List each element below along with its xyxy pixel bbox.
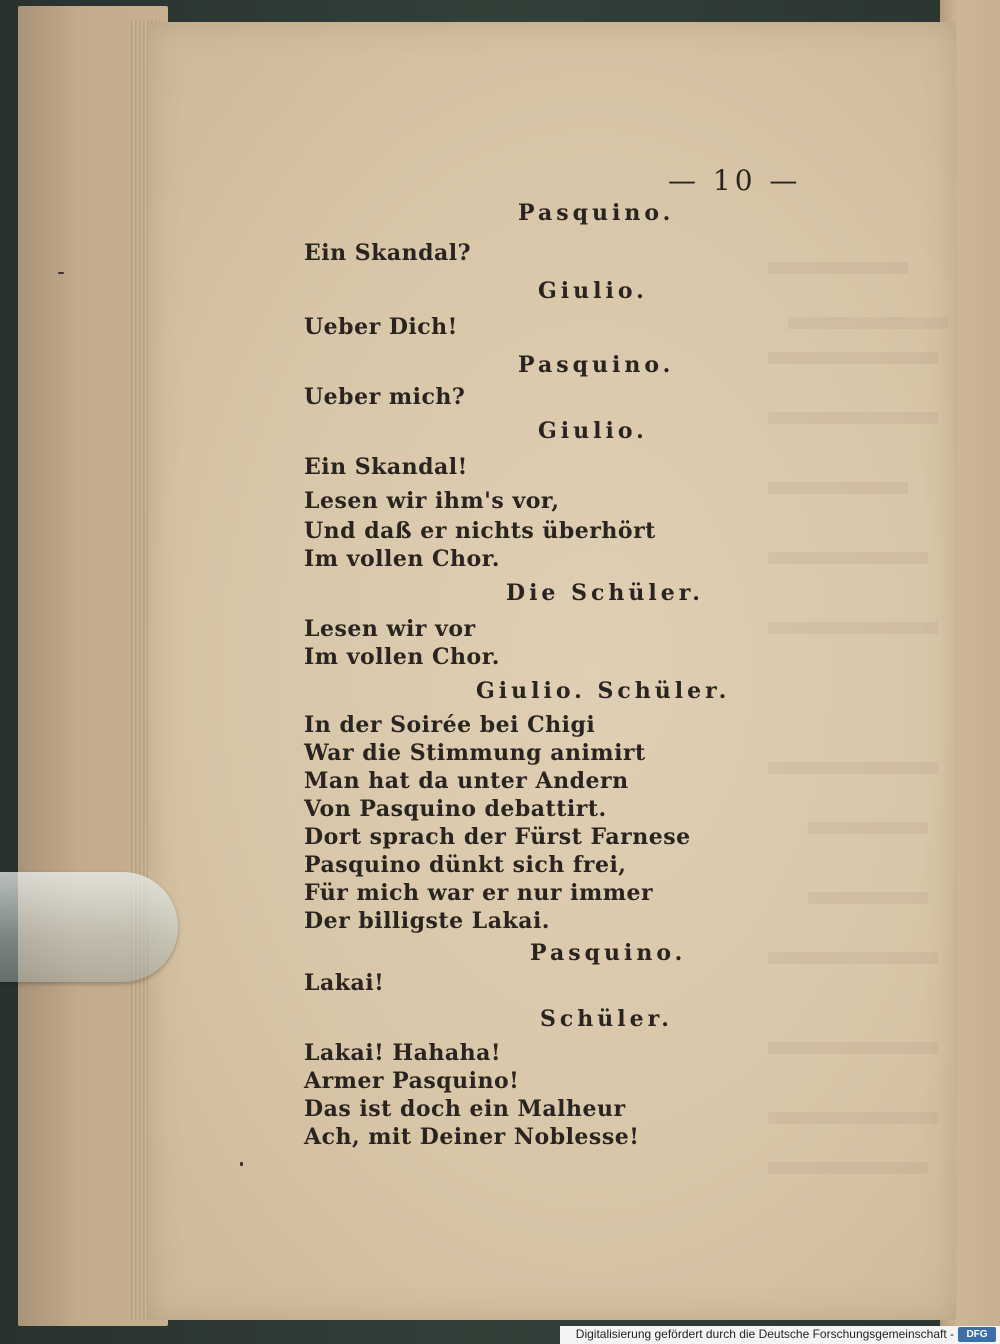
verse-line: Im vollen Chor.: [304, 644, 500, 670]
footer-credit: Digitalisierung gefördert durch die Deutsche Forschungsgemeinschaft -: [575, 1327, 954, 1341]
verse-line: Ach, mit Deiner Noblesse!: [304, 1124, 640, 1150]
verse-line: Lesen wir vor: [304, 616, 476, 642]
speaker-name: Giulio.: [538, 418, 648, 444]
ink-speck: [240, 1162, 243, 1166]
speaker-name: Giulio. Schüler.: [476, 678, 731, 704]
verse-line: Ein Skandal?: [304, 240, 472, 266]
speaker-name: Giulio.: [538, 278, 648, 304]
dfg-logo: DFG: [958, 1327, 996, 1342]
speaker-name: Schüler.: [540, 1006, 673, 1032]
speaker-name: Die Schüler.: [506, 580, 704, 606]
verse-line: Dort sprach der Fürst Farnese: [304, 824, 691, 850]
book-page: [148, 22, 956, 1320]
page-number: — 10 —: [668, 164, 802, 197]
verse-line: Der billigste Lakai.: [304, 908, 550, 934]
verse-line: Ueber mich?: [304, 384, 466, 410]
ink-speck: [58, 272, 64, 274]
scanner-thumb-clip: [0, 872, 178, 982]
verse-line: Lakai! Hahaha!: [304, 1040, 502, 1066]
verse-line: Von Pasquino debattirt.: [304, 796, 607, 822]
verse-line: Ueber Dich!: [304, 314, 458, 340]
speaker-name: Pasquino.: [518, 200, 675, 226]
verse-line: War die Stimmung animirt: [304, 740, 646, 766]
verse-line: Armer Pasquino!: [304, 1068, 520, 1094]
verse-line: Pasquino dünkt sich frei,: [304, 852, 627, 878]
verse-line: Ein Skandal!: [304, 454, 468, 480]
verse-line: Für mich war er nur immer: [304, 880, 654, 906]
verse-line: Man hat da unter Andern: [304, 768, 629, 794]
speaker-name: Pasquino.: [530, 940, 687, 966]
speaker-name: Pasquino.: [518, 352, 675, 378]
verse-line: Und daß er nichts überhört: [304, 518, 656, 544]
verse-line: Lakai!: [304, 970, 385, 996]
verse-line: Lesen wir ihm's vor,: [304, 488, 560, 514]
verse-line: Im vollen Chor.: [304, 546, 500, 572]
verse-line: In der Soirée bei Chigi: [304, 712, 596, 738]
verse-line: Das ist doch ein Malheur: [304, 1096, 626, 1122]
